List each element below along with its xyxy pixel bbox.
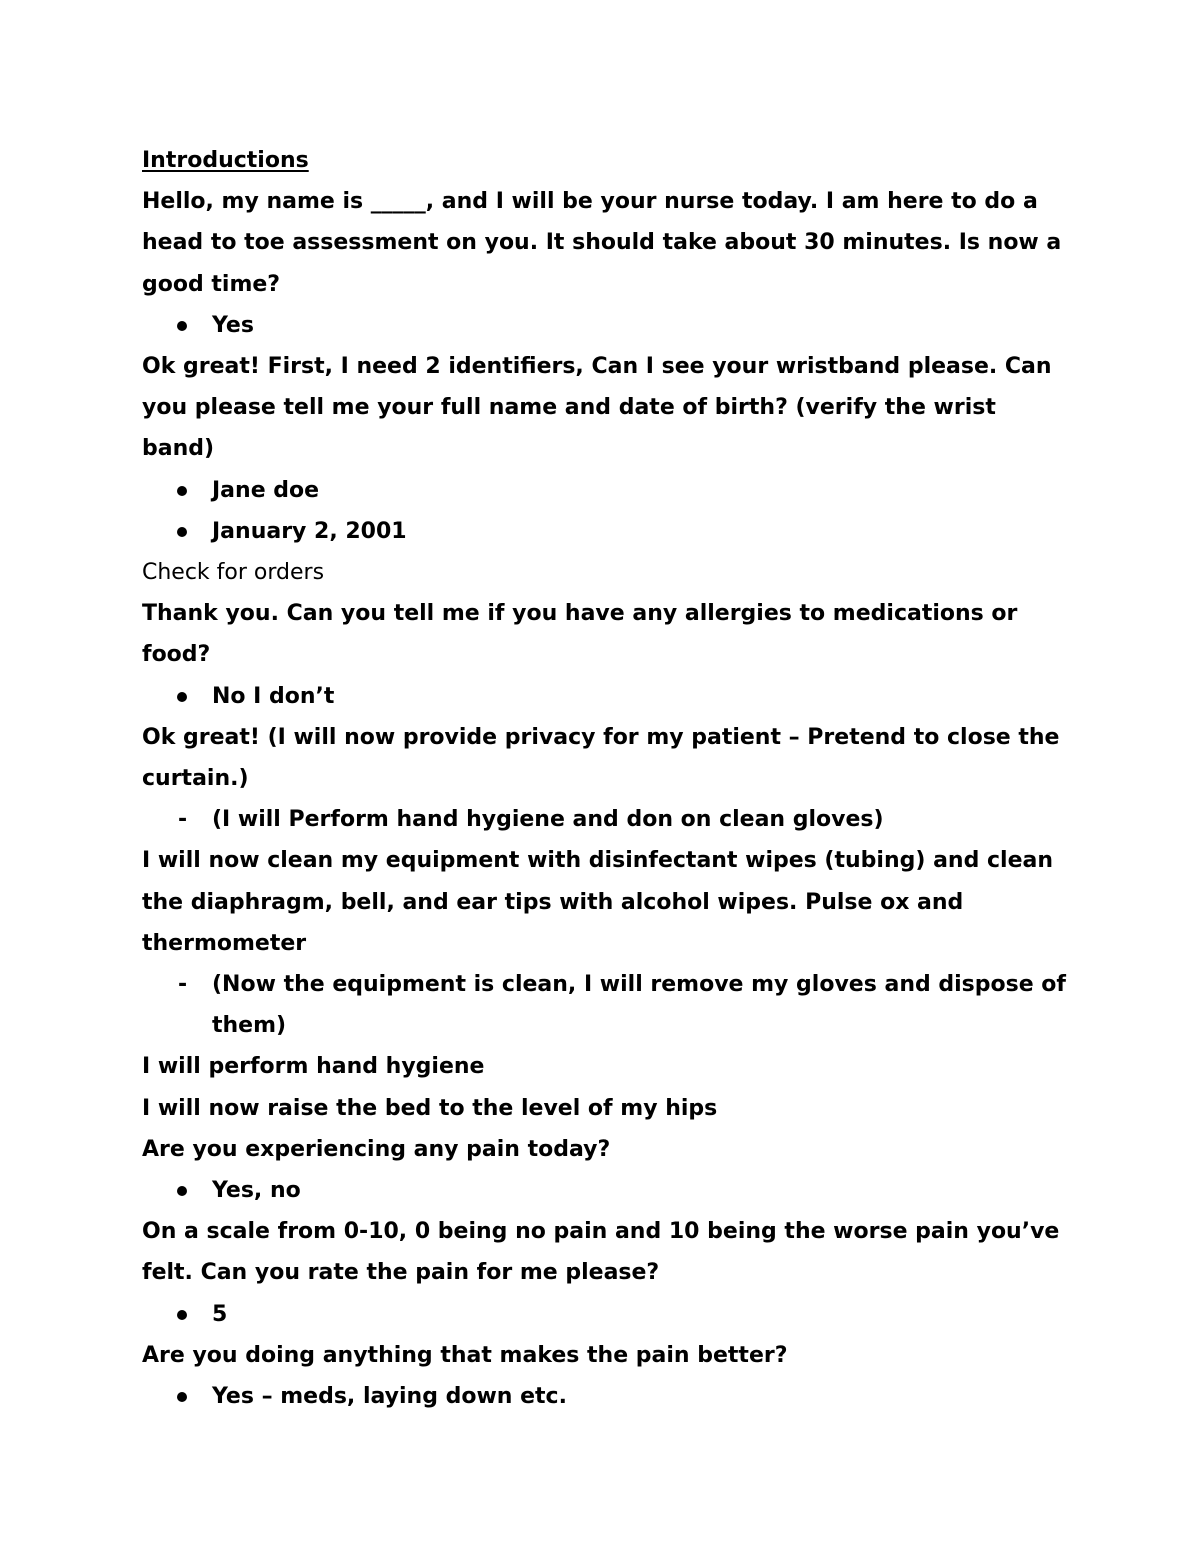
bullet-item <box>142 1294 1072 1335</box>
paragraph-privacy: Ok great! (I will now provide privacy for my patient – Pretend to close the curtain.) <box>142 724 1060 792</box>
bullet-item <box>142 676 1072 717</box>
bullet-text: No I don’t <box>212 683 335 709</box>
bullet-text: 5 <box>212 1301 228 1327</box>
paragraph-pain-question: Are you experiencing any pain today? <box>142 1136 611 1162</box>
dash-item <box>142 799 1072 840</box>
dash-text: (Now the equipment is clean, I will remove my gloves and dispose of them) <box>212 972 1066 1039</box>
bullet-icon <box>177 1310 187 1320</box>
bullet-icon <box>177 527 187 537</box>
paragraph-greeting: Hello, my name is _____, and I will be your nurse today. I am here to do a head to toe assessment on you. It should take about 30 minutes. Is now a good time? <box>142 189 1062 297</box>
bullet-text: Yes – meds, laying down etc. <box>212 1384 567 1410</box>
paragraph-pain-relief: Are you doing anything that makes the pain better? <box>142 1342 788 1368</box>
paragraph-allergies: Thank you. Can you tell me if you have any allergies to medications or food? <box>142 601 1018 668</box>
paragraph-check-orders: Check for orders <box>142 560 325 586</box>
dash-text: (I will Perform hand hygiene and don on clean gloves) <box>212 807 884 833</box>
bullet-item <box>142 1376 1072 1417</box>
bullet-text: Yes <box>212 312 254 338</box>
bullet-item <box>142 511 1072 552</box>
bullet-item <box>142 470 1072 511</box>
dash-marker: - <box>178 972 188 998</box>
section-heading: Introductions <box>142 148 309 173</box>
bullet-item <box>142 305 1072 346</box>
bullet-icon <box>177 321 187 331</box>
paragraph-hand-hygiene: I will perform hand hygiene <box>142 1054 485 1080</box>
document-page <box>142 140 1072 1417</box>
bullet-icon <box>177 486 187 496</box>
paragraph-identifiers: Ok great! First, I need 2 identifiers, Can I see your wristband please. Can you please tell me your full name and date of birth? (verify the wrist band) <box>142 354 1052 462</box>
paragraph-pain-scale: On a scale from 0-10, 0 being no pain and 10 being the worse pain you’ve felt. Can you rate the pain for me please? <box>142 1219 1060 1286</box>
bullet-icon <box>177 692 187 702</box>
dash-marker: - <box>178 807 188 833</box>
bullet-icon <box>177 1186 187 1196</box>
bullet-icon <box>177 1392 187 1402</box>
bullet-item <box>142 1170 1072 1211</box>
bullet-text: January 2, 2001 <box>212 518 407 544</box>
bullet-text: Jane doe <box>212 477 320 503</box>
bullet-text: Yes, no <box>212 1178 301 1204</box>
paragraph-raise-bed: I will now raise the bed to the level of my hips <box>142 1095 718 1121</box>
dash-item <box>142 964 1072 1046</box>
paragraph-equipment: I will now clean my equipment with disinfectant wipes (tubing) and clean the diaphragm, bell, and ear tips with alcohol wipes. Pulse ox and thermometer <box>142 848 1053 956</box>
